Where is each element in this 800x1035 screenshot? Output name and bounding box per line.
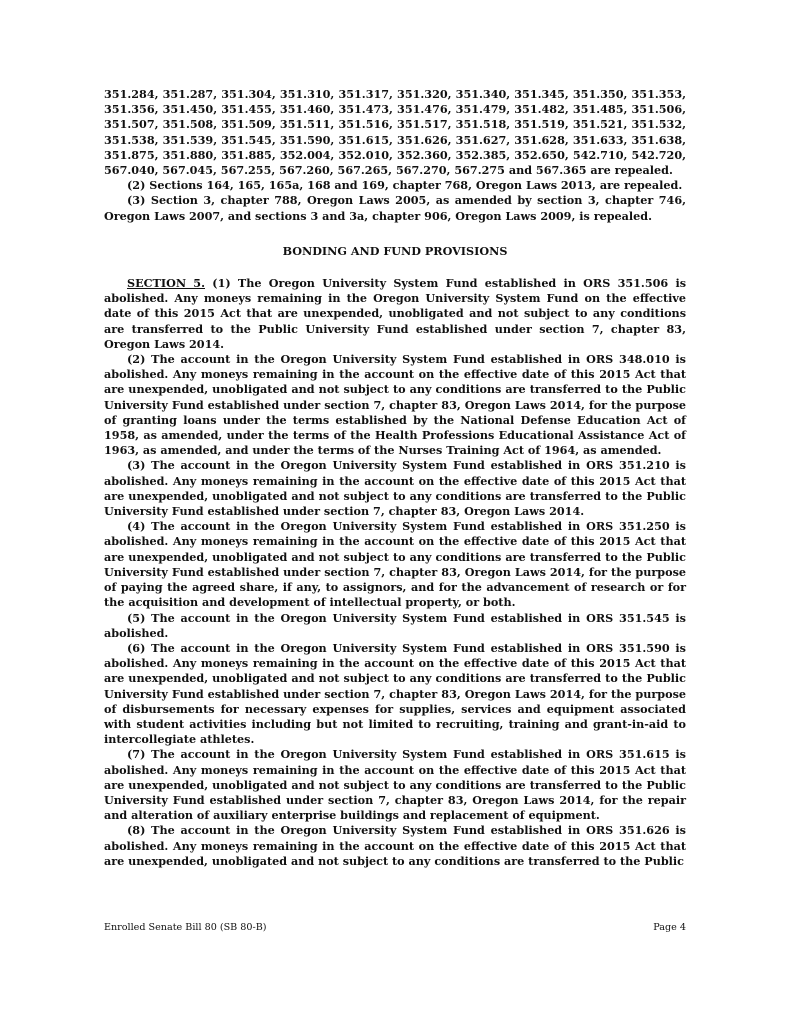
section-5-paragraph-2: (2) The account in the Oregon University System Fund established in ORS 348.010 is abolished. Any moneys remaining in the account on the effective date of this 2015 Act that are unexpended, unobligated and not subject to any conditions are transferred to the Public University Fund established under section 7, chapter 83, Oregon Laws 2014, for the purpose of granting loans under the terms established by the National Defense Education Act of 1958, as amended, under the terms of the Health Professions Educational Assistance Act of 1963, as amended, and under the terms of the Nurses Training Act of 1964, as amended.: [104, 352, 686, 458]
section-5-paragraph-1: [104, 276, 686, 352]
footer-bill-name: Enrolled Senate Bill 80 (SB 80-B): [104, 922, 267, 933]
section-5-paragraph-8: (8) The account in the Oregon University System Fund established in ORS 351.626 is abolished. Any moneys remaining in the account on the effective date of this 2015 Act that are unexpended, unobligated and not subject to any conditions are transferred to the Public: [104, 823, 686, 868]
repeal-paragraph-3: (3) Section 3, chapter 788, Oregon Laws 2005, as amended by section 3, chapter 746, Oregon Laws 2007, and sections 3 and 3a, chapter 906, Oregon Laws 2009, is repealed.: [104, 193, 686, 223]
section-5-paragraph-5: (5) The account in the Oregon University System Fund established in ORS 351.545 is abolished.: [104, 610, 686, 640]
page-footer: [104, 922, 686, 933]
section-5-paragraph-4: (4) The account in the Oregon University System Fund established in ORS 351.250 is abolished. Any moneys remaining in the account on the effective date of this 2015 Act that are unexpended, unobligated and not subject to any conditions are transferred to the Public University Fund established under section 7, chapter 83, Oregon Laws 2014, for the purpose of paying the agreed share, if any, to assignors, and for the advancement of research or for the acquisition and development of intellectual property, or both.: [104, 519, 686, 610]
section-5-paragraph-6: (6) The account in the Oregon University System Fund established in ORS 351.590 is abolished. Any moneys remaining in the account on the effective date of this 2015 Act that are unexpended, unobligated and not subject to any conditions are transferred to the Public University Fund established under section 7, chapter 83, Oregon Laws 2014, for the purpose of disbursements for necessary expenses for supplies, services and equipment associated with student activities including but not limited to recruiting, training and grant-in-aid to intercollegiate athletes.: [104, 640, 686, 747]
section-5-paragraph-3: (3) The account in the Oregon University System Fund established in ORS 351.210 is abolished. Any moneys remaining in the account on the effective date of this 2015 Act that are unexpended, unobligated and not subject to any conditions are transferred to the Public University Fund established under section 7, chapter 83, Oregon Laws 2014.: [104, 458, 686, 519]
section-5-paragraph-7: (7) The account in the Oregon University System Fund established in ORS 351.615 is abolished. Any moneys remaining in the account on the effective date of this 2015 Act that are unexpended, unobligated and not subject to any conditions are transferred to the Public University Fund established under section 7, chapter 83, Oregon Laws 2014, for the repair and alteration of auxiliary enterprise buildings and replacement of equipment.: [104, 747, 686, 823]
document-page: [104, 87, 686, 869]
footer-page-number: Page 4: [653, 922, 686, 933]
repeal-paragraph-2: (2) Sections 164, 165, 165a, 168 and 169, chapter 768, Oregon Laws 2013, are repealed.: [127, 178, 683, 193]
section-5-p1-text: (1) The Oregon University System Fund established in ORS 351.506 is abolished. Any moneys remaining in the Oregon University System Fund on the effective date of this 2015 Act that are unexpended, unobligated and not subject to any conditions are transferred to the Public University Fund established under section 7, chapter 83, Oregon Laws 2014.: [104, 276, 686, 351]
section-5-label: SECTION 5.: [127, 276, 205, 291]
section-heading: BONDING AND FUND PROVISIONS: [282, 243, 508, 258]
repeal-list-continued: 351.284, 351.287, 351.304, 351.310, 351.317, 351.320, 351.340, 351.345, 351.350, 351.353, 351.356, 351.450, 351.455, 351.460, 351.473, 351.476, 351.479, 351.482, 351.485, 351.506, 351.507, 351.508, 351.509, 351.511, 351.516, 351.517, 351.518, 351.519, 351.521, 351.532, 351.538, 351.539, 351.545, 351.590, 351.615, 351.626, 351.627, 351.628, 351.633, 351.638, 351.875, 351.880, 351.885, 352.004, 352.010, 352.360, 352.385, 352.650, 542.710, 542.720, 567.040, 567.045, 567.255, 567.260, 567.265, 567.270, 567.275 and 567.365 are repealed.: [104, 87, 686, 178]
